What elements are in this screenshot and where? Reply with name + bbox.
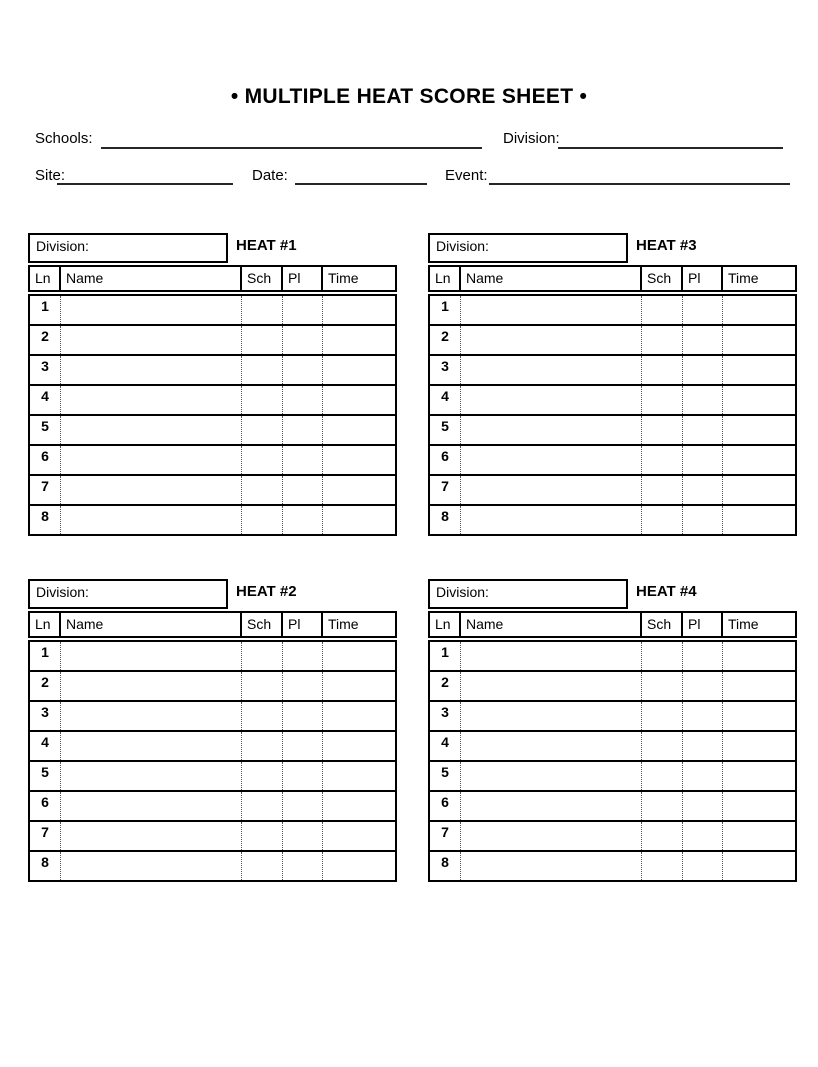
- column-header-name: Name: [461, 613, 642, 636]
- table-data-area: [28, 640, 397, 882]
- heat-label: HEAT #2: [236, 583, 297, 600]
- lane-number: 6: [430, 792, 461, 820]
- division-box-label: Division:: [36, 584, 89, 600]
- entry-cell-pl[interactable]: [283, 326, 323, 354]
- division-input-box[interactable]: [428, 579, 628, 609]
- entry-cell-name[interactable]: [461, 792, 642, 820]
- lane-row: [430, 762, 795, 792]
- lane-row: [30, 506, 395, 534]
- table-header-row: [428, 265, 797, 292]
- entry-cell-time[interactable]: [723, 446, 795, 474]
- entry-cell-name[interactable]: [461, 702, 642, 730]
- lane-row: [30, 762, 395, 792]
- lane-row: [30, 792, 395, 822]
- entry-cell-pl[interactable]: [683, 642, 723, 670]
- entry-cell-sch[interactable]: [242, 296, 283, 324]
- lane-row: [30, 446, 395, 476]
- lane-row: [30, 732, 395, 762]
- event-label: Event:: [445, 167, 488, 184]
- entry-cell-pl[interactable]: [683, 416, 723, 444]
- entry-cell-sch[interactable]: [642, 732, 683, 760]
- lane-number: 7: [430, 822, 461, 850]
- lane-row: [30, 642, 395, 672]
- date-label: Date:: [252, 167, 288, 184]
- entry-cell-sch[interactable]: [242, 506, 283, 534]
- entry-cell-name[interactable]: [61, 326, 242, 354]
- entry-cell-time[interactable]: [323, 822, 395, 850]
- lane-number: 5: [30, 416, 61, 444]
- entry-cell-name[interactable]: [61, 296, 242, 324]
- lane-number: 5: [430, 762, 461, 790]
- entry-cell-pl[interactable]: [283, 792, 323, 820]
- entry-cell-sch[interactable]: [642, 356, 683, 384]
- entry-cell-pl[interactable]: [683, 852, 723, 880]
- heat-table: [28, 233, 397, 536]
- lane-number: 6: [30, 792, 61, 820]
- entry-cell-sch[interactable]: [242, 642, 283, 670]
- heat-label: HEAT #3: [636, 237, 697, 254]
- division-box-label: Division:: [436, 238, 489, 254]
- heat-table: [428, 233, 797, 536]
- lane-row: [430, 416, 795, 446]
- lane-number: 3: [30, 702, 61, 730]
- column-header-time: Time: [328, 616, 359, 632]
- site-label: Site:: [35, 167, 66, 184]
- entry-cell-sch[interactable]: [242, 386, 283, 414]
- entry-cell-pl[interactable]: [283, 296, 323, 324]
- entry-cell-sch[interactable]: [242, 762, 283, 790]
- lane-number: 8: [430, 506, 461, 534]
- lane-row: [430, 672, 795, 702]
- entry-cell-name[interactable]: [461, 732, 642, 760]
- entry-cell-pl[interactable]: [683, 732, 723, 760]
- column-header-ln: Ln: [430, 613, 461, 636]
- division-input-box[interactable]: [28, 233, 228, 263]
- entry-cell-name[interactable]: [61, 506, 242, 534]
- lane-row: [30, 386, 395, 416]
- entry-cell-sch[interactable]: [642, 446, 683, 474]
- entry-cell-name[interactable]: [461, 506, 642, 534]
- entry-cell-pl[interactable]: [683, 702, 723, 730]
- entry-cell-pl[interactable]: [683, 296, 723, 324]
- division-input-box[interactable]: [28, 579, 228, 609]
- entry-cell-time[interactable]: [323, 296, 395, 324]
- lane-number: 7: [430, 476, 461, 504]
- entry-cell-pl[interactable]: [283, 446, 323, 474]
- entry-cell-name[interactable]: [461, 386, 642, 414]
- entry-cell-pl[interactable]: [283, 476, 323, 504]
- entry-cell-name[interactable]: [461, 356, 642, 384]
- lane-row: [430, 296, 795, 326]
- lane-row: [30, 296, 395, 326]
- column-header-ln: Ln: [30, 267, 61, 290]
- entry-cell-time[interactable]: [723, 506, 795, 534]
- entry-cell-pl[interactable]: [283, 642, 323, 670]
- entry-cell-pl[interactable]: [683, 476, 723, 504]
- table-header-row: [28, 265, 397, 292]
- division-row: [28, 233, 397, 263]
- entry-cell-sch[interactable]: [642, 476, 683, 504]
- entry-cell-time[interactable]: [323, 446, 395, 474]
- entry-cell-sch[interactable]: [242, 356, 283, 384]
- entry-cell-name[interactable]: [461, 642, 642, 670]
- lane-row: [30, 476, 395, 506]
- lane-number: 3: [430, 702, 461, 730]
- entry-cell-pl[interactable]: [283, 762, 323, 790]
- lane-number: 3: [30, 356, 61, 384]
- entry-cell-pl[interactable]: [683, 326, 723, 354]
- lane-row: [30, 672, 395, 702]
- entry-cell-time[interactable]: [723, 356, 795, 384]
- entry-cell-name[interactable]: [61, 386, 242, 414]
- entry-cell-time[interactable]: [723, 416, 795, 444]
- entry-cell-time[interactable]: [323, 762, 395, 790]
- entry-cell-name[interactable]: [461, 672, 642, 700]
- entry-cell-sch[interactable]: [642, 416, 683, 444]
- entry-cell-sch[interactable]: [642, 326, 683, 354]
- division-row: [428, 233, 797, 263]
- lane-number: 7: [30, 822, 61, 850]
- lane-number: 7: [30, 476, 61, 504]
- entry-cell-name[interactable]: [461, 852, 642, 880]
- lane-number: 4: [430, 732, 461, 760]
- lane-row: [430, 702, 795, 732]
- entry-cell-sch[interactable]: [242, 822, 283, 850]
- lane-number: 1: [430, 296, 461, 324]
- entry-cell-time[interactable]: [323, 792, 395, 820]
- column-header-ln: Ln: [30, 613, 61, 636]
- lane-number: 2: [430, 672, 461, 700]
- entry-cell-time[interactable]: [723, 762, 795, 790]
- entry-cell-time[interactable]: [323, 672, 395, 700]
- lane-number: 5: [430, 416, 461, 444]
- entry-cell-sch[interactable]: [642, 642, 683, 670]
- table-data-area: [428, 294, 797, 536]
- entry-cell-time[interactable]: [723, 702, 795, 730]
- entry-cell-pl[interactable]: [283, 852, 323, 880]
- lane-row: [30, 852, 395, 880]
- lane-row: [430, 326, 795, 356]
- lane-row: [430, 476, 795, 506]
- column-header-pl: Pl: [683, 613, 723, 636]
- lane-row: [430, 446, 795, 476]
- column-header-pl: Pl: [283, 267, 323, 290]
- entry-cell-time[interactable]: [723, 476, 795, 504]
- entry-cell-pl[interactable]: [283, 386, 323, 414]
- entry-cell-pl[interactable]: [283, 506, 323, 534]
- lane-number: 5: [30, 762, 61, 790]
- column-header-name: Name: [61, 267, 242, 290]
- lane-number: 8: [30, 506, 61, 534]
- lane-row: [30, 822, 395, 852]
- division-box-label: Division:: [36, 238, 89, 254]
- entry-cell-sch[interactable]: [242, 732, 283, 760]
- lane-row: [430, 792, 795, 822]
- lane-number: 3: [430, 356, 461, 384]
- entry-cell-time[interactable]: [323, 476, 395, 504]
- column-header-time: Time: [728, 616, 759, 632]
- entry-cell-name[interactable]: [61, 822, 242, 850]
- lane-number: 6: [430, 446, 461, 474]
- lane-row: [430, 356, 795, 386]
- entry-cell-pl[interactable]: [683, 356, 723, 384]
- division-label: Division:: [503, 130, 560, 147]
- lane-number: 4: [30, 732, 61, 760]
- table-header-row: [428, 611, 797, 638]
- entry-cell-name[interactable]: [61, 792, 242, 820]
- division-row: [428, 579, 797, 609]
- entry-cell-time[interactable]: [323, 642, 395, 670]
- entry-cell-sch[interactable]: [242, 476, 283, 504]
- lane-number: 1: [430, 642, 461, 670]
- lane-number: 2: [30, 672, 61, 700]
- entry-cell-pl[interactable]: [283, 732, 323, 760]
- heat-label: HEAT #1: [236, 237, 297, 254]
- entry-cell-name[interactable]: [61, 732, 242, 760]
- entry-cell-sch[interactable]: [242, 702, 283, 730]
- entry-cell-time[interactable]: [323, 356, 395, 384]
- entry-cell-time[interactable]: [723, 386, 795, 414]
- entry-cell-sch[interactable]: [242, 672, 283, 700]
- entry-cell-time[interactable]: [723, 852, 795, 880]
- entry-cell-time[interactable]: [323, 386, 395, 414]
- column-header-name: Name: [461, 267, 642, 290]
- entry-cell-sch[interactable]: [642, 762, 683, 790]
- entry-cell-name[interactable]: [461, 476, 642, 504]
- entry-cell-name[interactable]: [61, 446, 242, 474]
- entry-cell-pl[interactable]: [283, 356, 323, 384]
- entry-cell-time[interactable]: [723, 296, 795, 324]
- entry-cell-name[interactable]: [61, 416, 242, 444]
- site-blank-line[interactable]: [57, 183, 233, 185]
- column-header-sch: Sch: [642, 267, 683, 290]
- entry-cell-time[interactable]: [323, 416, 395, 444]
- entry-cell-time[interactable]: [323, 326, 395, 354]
- entry-cell-time[interactable]: [723, 792, 795, 820]
- entry-cell-name[interactable]: [461, 416, 642, 444]
- entry-cell-pl[interactable]: [283, 822, 323, 850]
- lane-row: [30, 356, 395, 386]
- entry-cell-pl[interactable]: [283, 702, 323, 730]
- entry-cell-sch[interactable]: [242, 416, 283, 444]
- entry-cell-sch[interactable]: [242, 326, 283, 354]
- entry-cell-time[interactable]: [323, 732, 395, 760]
- column-header-time: Time: [328, 270, 359, 286]
- lane-row: [30, 702, 395, 732]
- table-data-area: [428, 640, 797, 882]
- entry-cell-name[interactable]: [461, 326, 642, 354]
- division-blank-line[interactable]: [558, 147, 783, 149]
- entry-cell-sch[interactable]: [242, 792, 283, 820]
- entry-cell-pl[interactable]: [683, 822, 723, 850]
- entry-cell-pl[interactable]: [683, 672, 723, 700]
- lane-row: [430, 852, 795, 880]
- lane-row: [430, 642, 795, 672]
- lane-number: 2: [430, 326, 461, 354]
- entry-cell-sch[interactable]: [642, 296, 683, 324]
- lane-number: 4: [430, 386, 461, 414]
- lane-number: 6: [30, 446, 61, 474]
- heat-table: [428, 579, 797, 882]
- table-header-row: [28, 611, 397, 638]
- heat-table: [28, 579, 397, 882]
- entry-cell-time[interactable]: [723, 672, 795, 700]
- entry-cell-pl[interactable]: [683, 386, 723, 414]
- entry-cell-sch[interactable]: [642, 702, 683, 730]
- lane-number: 8: [30, 852, 61, 880]
- lane-row: [430, 386, 795, 416]
- schools-blank-line[interactable]: [101, 147, 482, 149]
- entry-cell-time[interactable]: [723, 822, 795, 850]
- entry-cell-sch[interactable]: [642, 852, 683, 880]
- entry-cell-pl[interactable]: [683, 762, 723, 790]
- entry-cell-sch[interactable]: [642, 506, 683, 534]
- entry-cell-pl[interactable]: [283, 416, 323, 444]
- division-row: [28, 579, 397, 609]
- lane-number: 1: [30, 642, 61, 670]
- entry-cell-time[interactable]: [723, 732, 795, 760]
- division-box-label: Division:: [436, 584, 489, 600]
- lane-row: [430, 506, 795, 534]
- column-header-pl: Pl: [283, 613, 323, 636]
- entry-cell-name[interactable]: [61, 476, 242, 504]
- entry-cell-sch[interactable]: [642, 792, 683, 820]
- entry-cell-sch[interactable]: [642, 822, 683, 850]
- entry-cell-name[interactable]: [61, 672, 242, 700]
- division-input-box[interactable]: [428, 233, 628, 263]
- heat-label: HEAT #4: [636, 583, 697, 600]
- schools-label: Schools:: [35, 130, 93, 147]
- column-header-sch: Sch: [242, 267, 283, 290]
- column-header-pl: Pl: [683, 267, 723, 290]
- entry-cell-name[interactable]: [61, 852, 242, 880]
- lane-number: 2: [30, 326, 61, 354]
- entry-cell-sch[interactable]: [642, 386, 683, 414]
- entry-cell-sch[interactable]: [242, 852, 283, 880]
- entry-cell-pl[interactable]: [683, 792, 723, 820]
- column-header-name: Name: [61, 613, 242, 636]
- event-blank-line[interactable]: [489, 183, 790, 185]
- entry-cell-sch[interactable]: [642, 672, 683, 700]
- entry-cell-time[interactable]: [323, 506, 395, 534]
- column-header-sch: Sch: [642, 613, 683, 636]
- entry-cell-name[interactable]: [61, 762, 242, 790]
- lane-row: [30, 416, 395, 446]
- column-header-sch: Sch: [242, 613, 283, 636]
- entry-cell-time[interactable]: [323, 852, 395, 880]
- lane-number: 4: [30, 386, 61, 414]
- entry-cell-name[interactable]: [461, 296, 642, 324]
- date-blank-line[interactable]: [295, 183, 427, 185]
- entry-cell-name[interactable]: [61, 642, 242, 670]
- entry-cell-name[interactable]: [461, 762, 642, 790]
- table-data-area: [28, 294, 397, 536]
- lane-row: [30, 326, 395, 356]
- entry-cell-name[interactable]: [461, 822, 642, 850]
- entry-cell-time[interactable]: [323, 702, 395, 730]
- column-header-ln: Ln: [430, 267, 461, 290]
- lane-row: [430, 732, 795, 762]
- entry-cell-time[interactable]: [723, 326, 795, 354]
- entry-cell-name[interactable]: [61, 356, 242, 384]
- entry-cell-sch[interactable]: [242, 446, 283, 474]
- entry-cell-name[interactable]: [61, 702, 242, 730]
- entry-cell-pl[interactable]: [283, 672, 323, 700]
- entry-cell-time[interactable]: [723, 642, 795, 670]
- lane-row: [430, 822, 795, 852]
- lane-number: 8: [430, 852, 461, 880]
- page-title: • MULTIPLE HEAT SCORE SHEET •: [230, 85, 588, 108]
- lane-number: 1: [30, 296, 61, 324]
- entry-cell-name[interactable]: [461, 446, 642, 474]
- entry-cell-pl[interactable]: [683, 506, 723, 534]
- entry-cell-pl[interactable]: [683, 446, 723, 474]
- column-header-time: Time: [728, 270, 759, 286]
